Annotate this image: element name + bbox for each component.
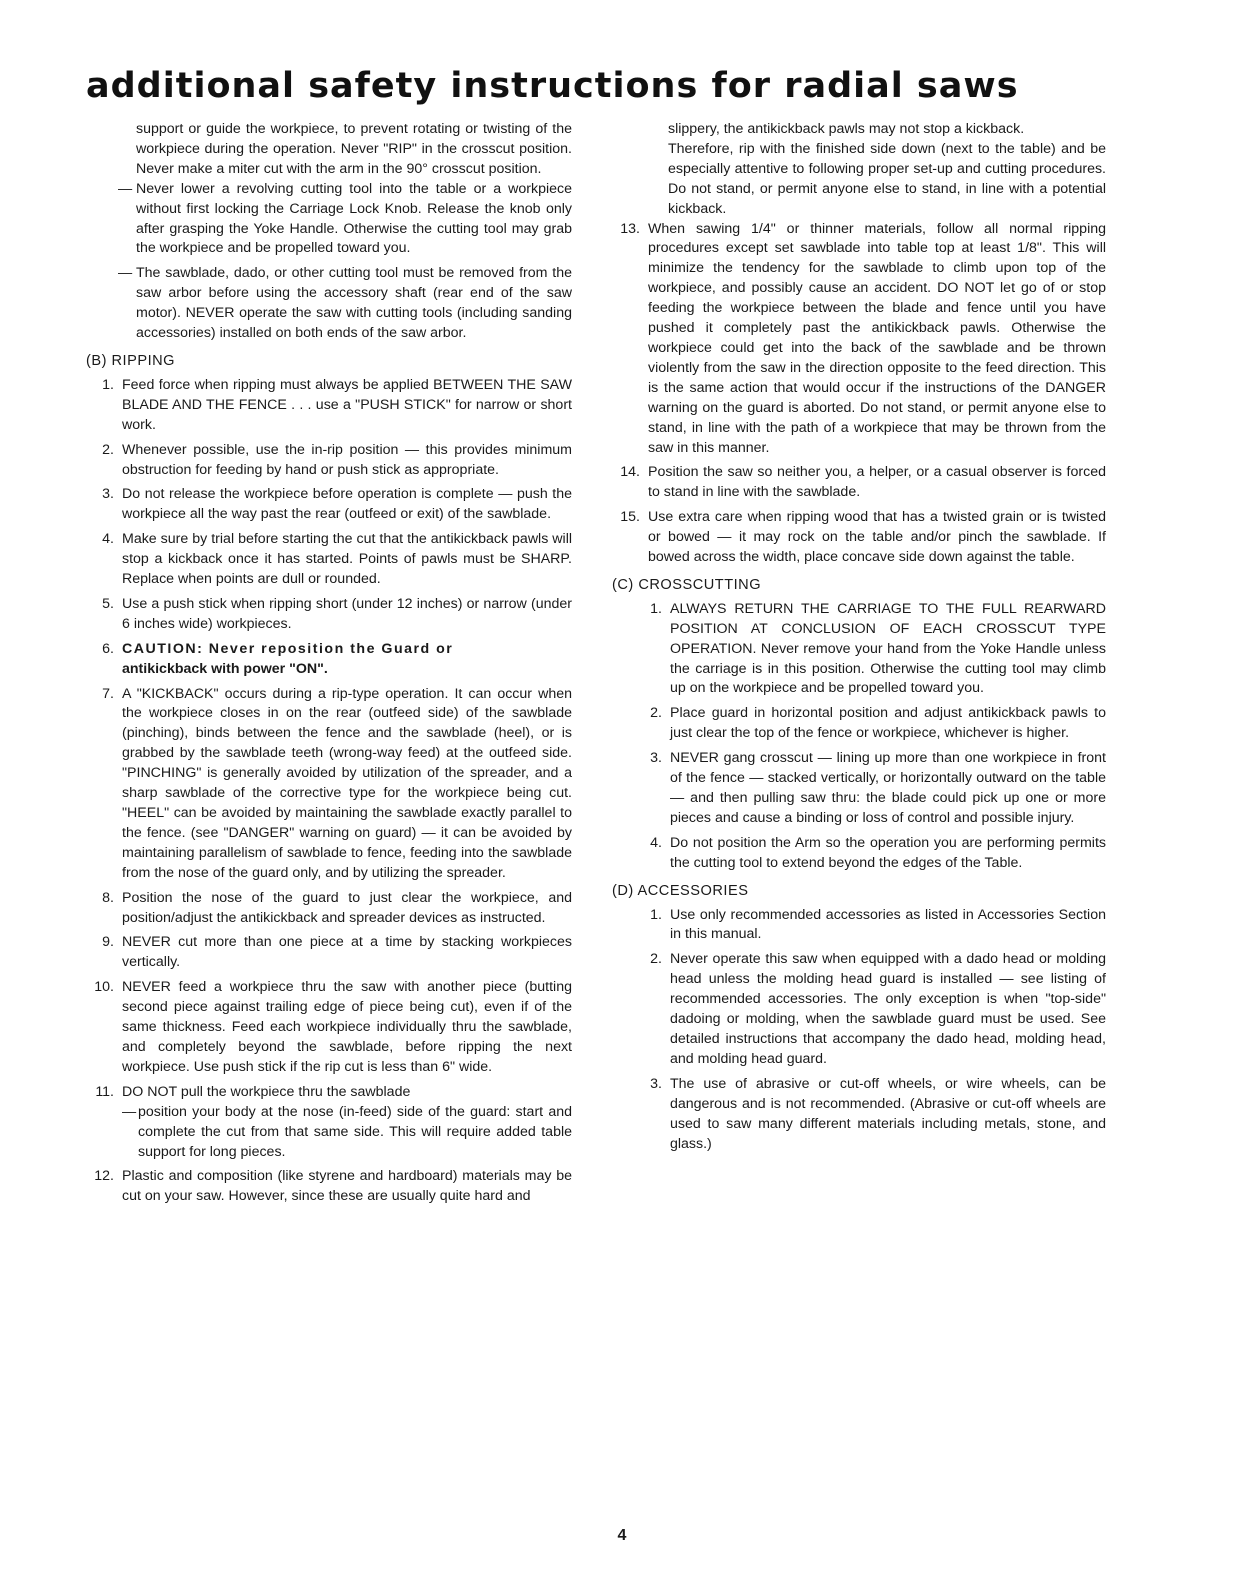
item-number: 1.	[650, 906, 662, 923]
list-item-text: Position the saw so neither you, a helper, or a casual observer is forced to stand in line with the sawblade.	[648, 464, 1106, 501]
sub-item-text: position your body at the nose (in-feed) side of the guard: start and complete the cut from that same side. This will require added table support for long pieces.	[138, 1103, 572, 1160]
list-item-text: NEVER feed a workpiece thru the saw with another piece (butting second piece against trailing edge of piece being cut), even if of the same thickness. Feed each workpiece individually thru the sawblade, and completely beyond the sawblade, before ripping the next workpiece. Use push stick if the rip cut is less than 6" wide.	[122, 979, 572, 1075]
dash-marker: —	[118, 180, 133, 197]
list-item-text: The use of abrasive or cut-off wheels, or wire wheels, can be dangerous and is not recommended. (Abrasive or cut-off wheels are used to saw many different materials including metals, stone, and glass.)	[670, 1075, 1106, 1152]
list-item	[86, 640, 572, 680]
list-item-text: Position the nose of the guard to just clear the workpiece, and position/adjust the antikickback and spreader devices as instructed.	[122, 889, 572, 926]
item-number: 3.	[102, 486, 114, 503]
item-number: 1.	[650, 600, 662, 617]
list-item	[634, 950, 1106, 1069]
section-heading-ripping: (B) RIPPING	[86, 352, 176, 369]
sub-item	[122, 1103, 572, 1163]
intro-paragraph: support or guide the workpiece, to prevent rotating or twisting of the workpiece during the operation. Never "RIP" in the crosscut position. Never make a miter cut with the arm in the 90° crosscut position.	[136, 121, 572, 177]
item-number: 6.	[102, 640, 114, 657]
list-item-text: Do not position the Arm so the operation you are performing permits the cutting tool to extend beyond the edges of the Table.	[670, 834, 1106, 871]
list-item-text: Never lower a revolving cutting tool into the table or a workpiece without first locking the Carriage Lock Knob. Release the knob only after grasping the Yoke Handle. Otherwise the cutting tool may grab the workpiece and be propelled toward you.	[136, 180, 572, 257]
list-item	[86, 1083, 572, 1163]
list-item	[86, 441, 572, 481]
list-item	[634, 600, 1106, 700]
list-item-text: Plastic and composition (like styrene and hardboard) materials may be cut on your saw. However, since these are usually quite hard and	[122, 1168, 572, 1205]
list-item	[86, 933, 572, 973]
caution-text	[122, 640, 572, 680]
list-item	[634, 1075, 1106, 1155]
item-number: 4.	[650, 834, 662, 851]
page-number: 4	[617, 1527, 627, 1544]
item-11-text: DO NOT pull the workpiece thru the sawblade	[122, 1083, 411, 1100]
item-number: 12.	[94, 1168, 114, 1185]
item-number: 9.	[102, 934, 114, 951]
list-item-text: Do not release the workpiece before operation is complete — push the workpiece all the way past the rear (outfeed or exit) of the sawblade.	[122, 486, 572, 523]
list-item-text: Use a push stick when ripping short (under 12 inches) or narrow (under 6 inches wide) workpieces.	[122, 595, 572, 632]
list-item-text: NEVER cut more than one piece at a time by stacking workpieces vertically.	[122, 934, 572, 971]
item-number: 11.	[95, 1083, 114, 1100]
list-item	[634, 906, 1106, 946]
list-item	[634, 834, 1106, 874]
item-number: 13.	[620, 220, 640, 237]
list-item-text: Make sure by trial before starting the cut that the antikickback pawls will stop a kickback once it has started. Points of pawls must be SHARP. Replace when points are dull or rounded.	[122, 531, 572, 588]
list-item	[86, 595, 572, 635]
list-item	[86, 376, 572, 436]
item-number: 7.	[102, 685, 114, 702]
list-item-text: ALWAYS RETURN THE CARRIAGE TO THE FULL REARWARD POSITION AT CONCLUSION OF EACH CROSSCUT TYPE OPERATION. Never remove your hand from the Yoke Handle unless the carriage is in this position. Otherwise the cutting tool may climb up on the workpiece and be propelled toward you.	[670, 600, 1106, 697]
list-item	[86, 978, 572, 1078]
item-number: 5.	[102, 595, 114, 612]
left-column	[86, 120, 572, 1212]
list-item	[634, 704, 1106, 744]
list-item-text: When sawing 1/4" or thinner materials, follow all normal ripping procedures except set sawblade into table top at least 1/8". This will minimize the tendency for the sawblade to climb upon top of the workpiece, and possibly cause an accident. DO NOT let go of or stop feeding the workpiece between the blade and fence until you have pushed it completely past the antikickback pawls. Otherwise the workpiece could get into the back of the sawblade and be thrown violently from the saw in the direction opposite to the feed direction. This is the same action that would occur if the instructions of the DANGER warning on the guard is aborted. Do not stand, or permit anyone else to stand, in line with the path of a workpiece that may be thrown from the saw in this manner.	[648, 220, 1106, 456]
item-number: 2.	[650, 951, 662, 968]
list-item	[612, 463, 1106, 503]
item-number: 2.	[650, 705, 662, 722]
page-title: additional safety instructions for radial saws	[86, 66, 1019, 106]
section-heading-crosscutting: (C) CROSSCUTTING	[612, 576, 762, 593]
right-column	[612, 120, 1106, 1159]
item-number: 2.	[102, 441, 114, 458]
item-number: 3.	[650, 750, 662, 767]
continued-paragraph: slippery, the antikickback pawls may not stop a kickback.	[668, 121, 1025, 137]
list-item	[86, 889, 572, 929]
list-item-text	[122, 1083, 572, 1163]
continued-paragraph: Therefore, rip with the finished side down (next to the table) and be especially attentive to following proper set-up and cutting procedures. Do not stand, or permit anyone else to stand, in line with a potential kickback.	[668, 140, 1106, 217]
list-item-text: Use only recommended accessories as listed in Accessories Section in this manual.	[670, 906, 1106, 943]
list-item-text: Use extra care when ripping wood that has a twisted grain or is twisted or bowed — it may rock on the table and/or pinch the sawblade. If bowed across the width, place concave side down against the table.	[648, 509, 1106, 566]
item-number: 1.	[102, 376, 114, 393]
list-item	[86, 264, 572, 344]
list-item	[86, 1167, 572, 1207]
item-number: 10.	[94, 979, 114, 996]
list-item-text: Never operate this saw when equipped with a dado head or molding head unless the molding head guard is installed — see listing of recommended accessories. The only exception is when "top-side" dadoing or molding, when the sawblade guard must be used. See detailed instructions that accompany the dado head, molding head, and molding head guard.	[670, 951, 1106, 1067]
item-number: 15.	[620, 509, 640, 526]
section-heading-accessories: (D) ACCESSORIES	[612, 882, 749, 899]
list-item	[86, 685, 572, 884]
caution-line-1: CAUTION: Never reposition the Guard or	[122, 640, 454, 657]
list-item	[612, 508, 1106, 568]
list-item-text: Feed force when ripping must always be applied BETWEEN THE SAW BLADE AND THE FENCE . . . use a "PUSH STICK" for narrow or short work.	[122, 376, 572, 433]
dash-marker: —	[118, 265, 133, 282]
list-item	[86, 530, 572, 590]
list-item-text: Whenever possible, use the in-rip position — this provides minimum obstruction for feeding by hand or push stick as appropriate.	[122, 441, 572, 478]
list-item-text: NEVER gang crosscut — lining up more than one workpiece in front of the fence — stacked vertically, or horizontally outward on the table — and then pulling saw thru: the blade could pick up one or more pieces and cause a binding or loss of control and possible injury.	[670, 750, 1106, 826]
list-item	[634, 749, 1106, 829]
dash-marker: —	[122, 1103, 137, 1120]
item-number: 3.	[650, 1075, 662, 1092]
list-item	[86, 485, 572, 525]
item-number: 14.	[620, 464, 640, 481]
list-item-text: Place guard in horizontal position and adjust antikickback pawls to just clear the top of the fence or workpiece, whichever is higher.	[670, 705, 1106, 742]
item-number: 8.	[102, 889, 114, 906]
caution-line-2: antikickback with power "ON".	[122, 660, 328, 677]
list-item-text: A "KICKBACK" occurs during a rip-type operation. It can occur when the workpiece closes in on the rear (outfeed side) of the sawblade (pinching), binds between the fence and the sawblade (heel), or is grabbed by the sawblade teeth (wrong-way feed) at the outfeed side. "PINCHING" is generally avoided by utilization of the spreader, and a sharp sawblade of the corrective type for the workpiece being cut. "HEEL" can be avoided by maintaining the sawblade exactly parallel to the fence. (see "DANGER" warning on guard) — it can be avoided by maintaining parallelism of sawblade to fence, feeding into the sawblade from the nose of the guard only, and by utilizing the spreader.	[122, 685, 572, 881]
list-item-text: The sawblade, dado, or other cutting tool must be removed from the saw arbor before using the accessory shaft (rear end of the saw motor). NEVER operate the saw with cutting tools (including sanding accessories) installed on both ends of the saw arbor.	[136, 265, 572, 342]
list-item	[612, 220, 1106, 459]
item-number: 4.	[102, 531, 114, 548]
list-item	[86, 180, 572, 260]
